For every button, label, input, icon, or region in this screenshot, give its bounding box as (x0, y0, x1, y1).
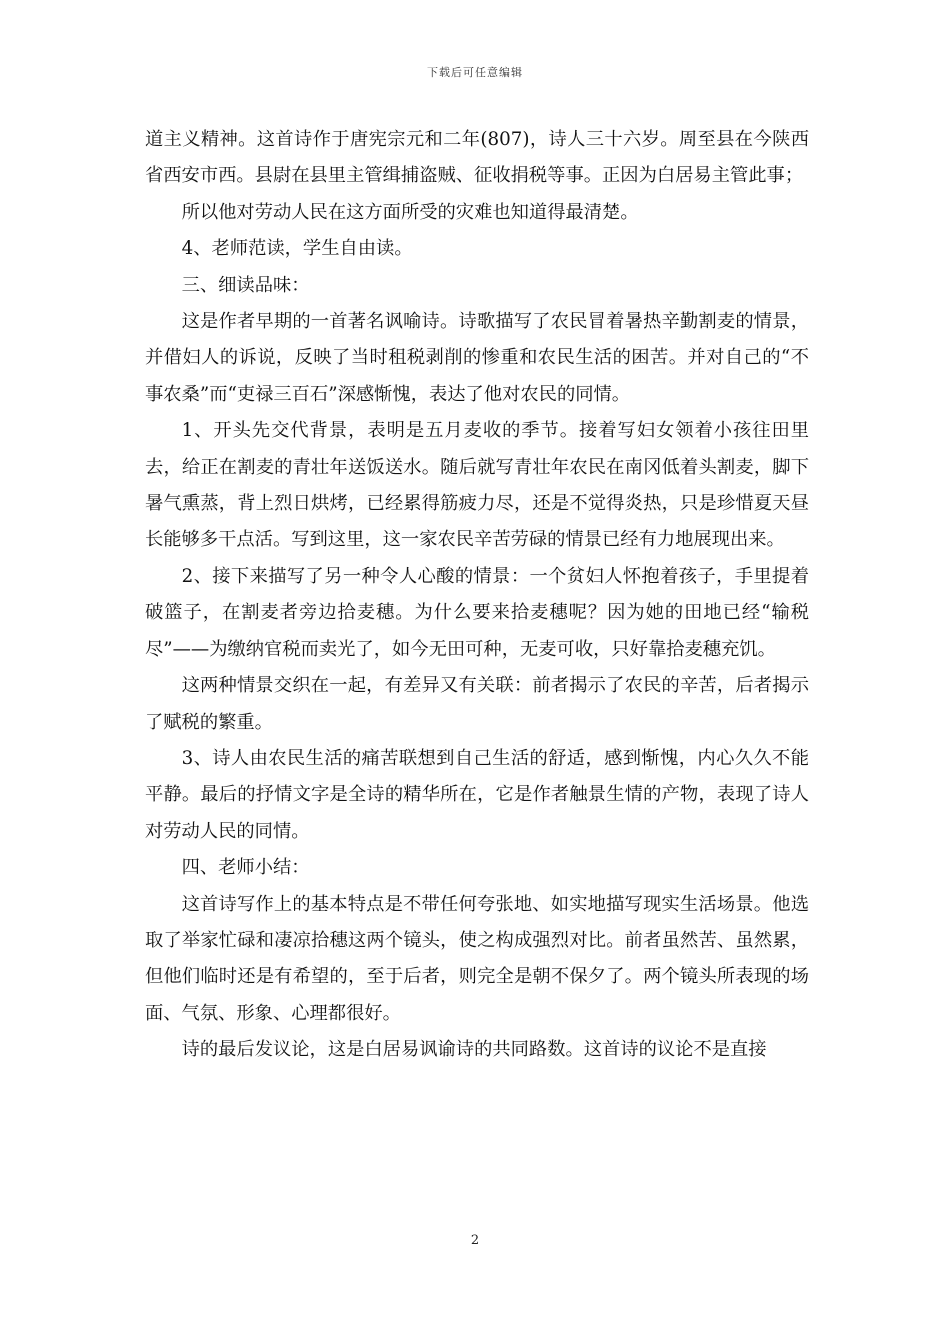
paragraph: 这是作者早期的一首著名讽喻诗。诗歌描写了农民冒着暑热辛勤割麦的情景，并借妇人的诉说，反映了当时租税剥削的惨重和农民生活的困苦。并对自己的“不事农桑”而“吏禄三百石”深感惭愧，表达了他对农民的同情。 (145, 311, 809, 405)
paragraph: 所以他对劳动人民在这方面所受的灾难也知道得最清楚。 (181, 201, 639, 223)
section-heading: 四、老师小结： (181, 857, 310, 879)
paragraph: 1、开头先交代背景，表明是五月麦收的季节。接着写妇女领着小孩往田里去，给正在割麦的青壮年送饭送水。随后就写青壮年农民在南冈低着头割麦，脚下暑气熏蒸，背上烈日烘烤，已经累得筋疲力尽，还是不觉得炎热，只是珍惜夏天昼长能够多干点活。写到这里，这一家农民辛苦劳碌的情景已经有力地展现出来。 (145, 420, 809, 551)
page-header-note: 下载后可任意编辑 (427, 66, 523, 79)
section-heading: 三、细读品味： (181, 274, 310, 296)
paragraph: 3、诗人由农民生活的痛苦联想到自己生活的舒适，感到惭愧，内心久久不能平静。最后的抒情文字是全诗的精华所在，它是作者触景生情的产物，表现了诗人对劳动人民的同情。 (145, 747, 809, 842)
document-body (145, 122, 809, 1069)
paragraph: 诗的最后发议论，这是白居易讽谕诗的共同路数。这首诗的议论不是直接 (181, 1039, 767, 1061)
paragraph: 这首诗写作上的基本特点是不带任何夸张地、如实地描写现实生活场景。他选取了举家忙碌和凄凉拾穗这两个镜头，使之构成强烈对比。前者虽然苦、虽然累，但他们临时还是有希望的，至于后者，则完全是朝不保夕了。两个镜头所表现的场面、气氛、形象、心理都很好。 (145, 893, 809, 1024)
paragraph: 4、老师范读，学生自由读。 (181, 238, 413, 260)
paragraph: 2、接下来描写了另一种令人心酸的情景：一个贫妇人怀抱着孩子，手里提着破篮子，在割麦者旁边拾麦穗。为什么要来拾麦穗呢？因为她的田地已经“输税尽”——为缴纳官税而卖光了，如今无田可种，无麦可收，只好靠拾麦穗充饥。 (145, 565, 809, 660)
paragraph: 这两种情景交织在一起，有差异又有关联：前者揭示了农民的辛苦，后者揭示了赋税的繁重。 (145, 675, 809, 733)
paragraph: 道主义精神。这首诗作于唐宪宗元和二年(807)，诗人三十六岁。周至县在今陕西省西安市西。县尉在县里主管缉捕盗贼、征收捐税等事。正因为白居易主管此事； (145, 129, 809, 187)
page-number: 2 (470, 1233, 480, 1248)
